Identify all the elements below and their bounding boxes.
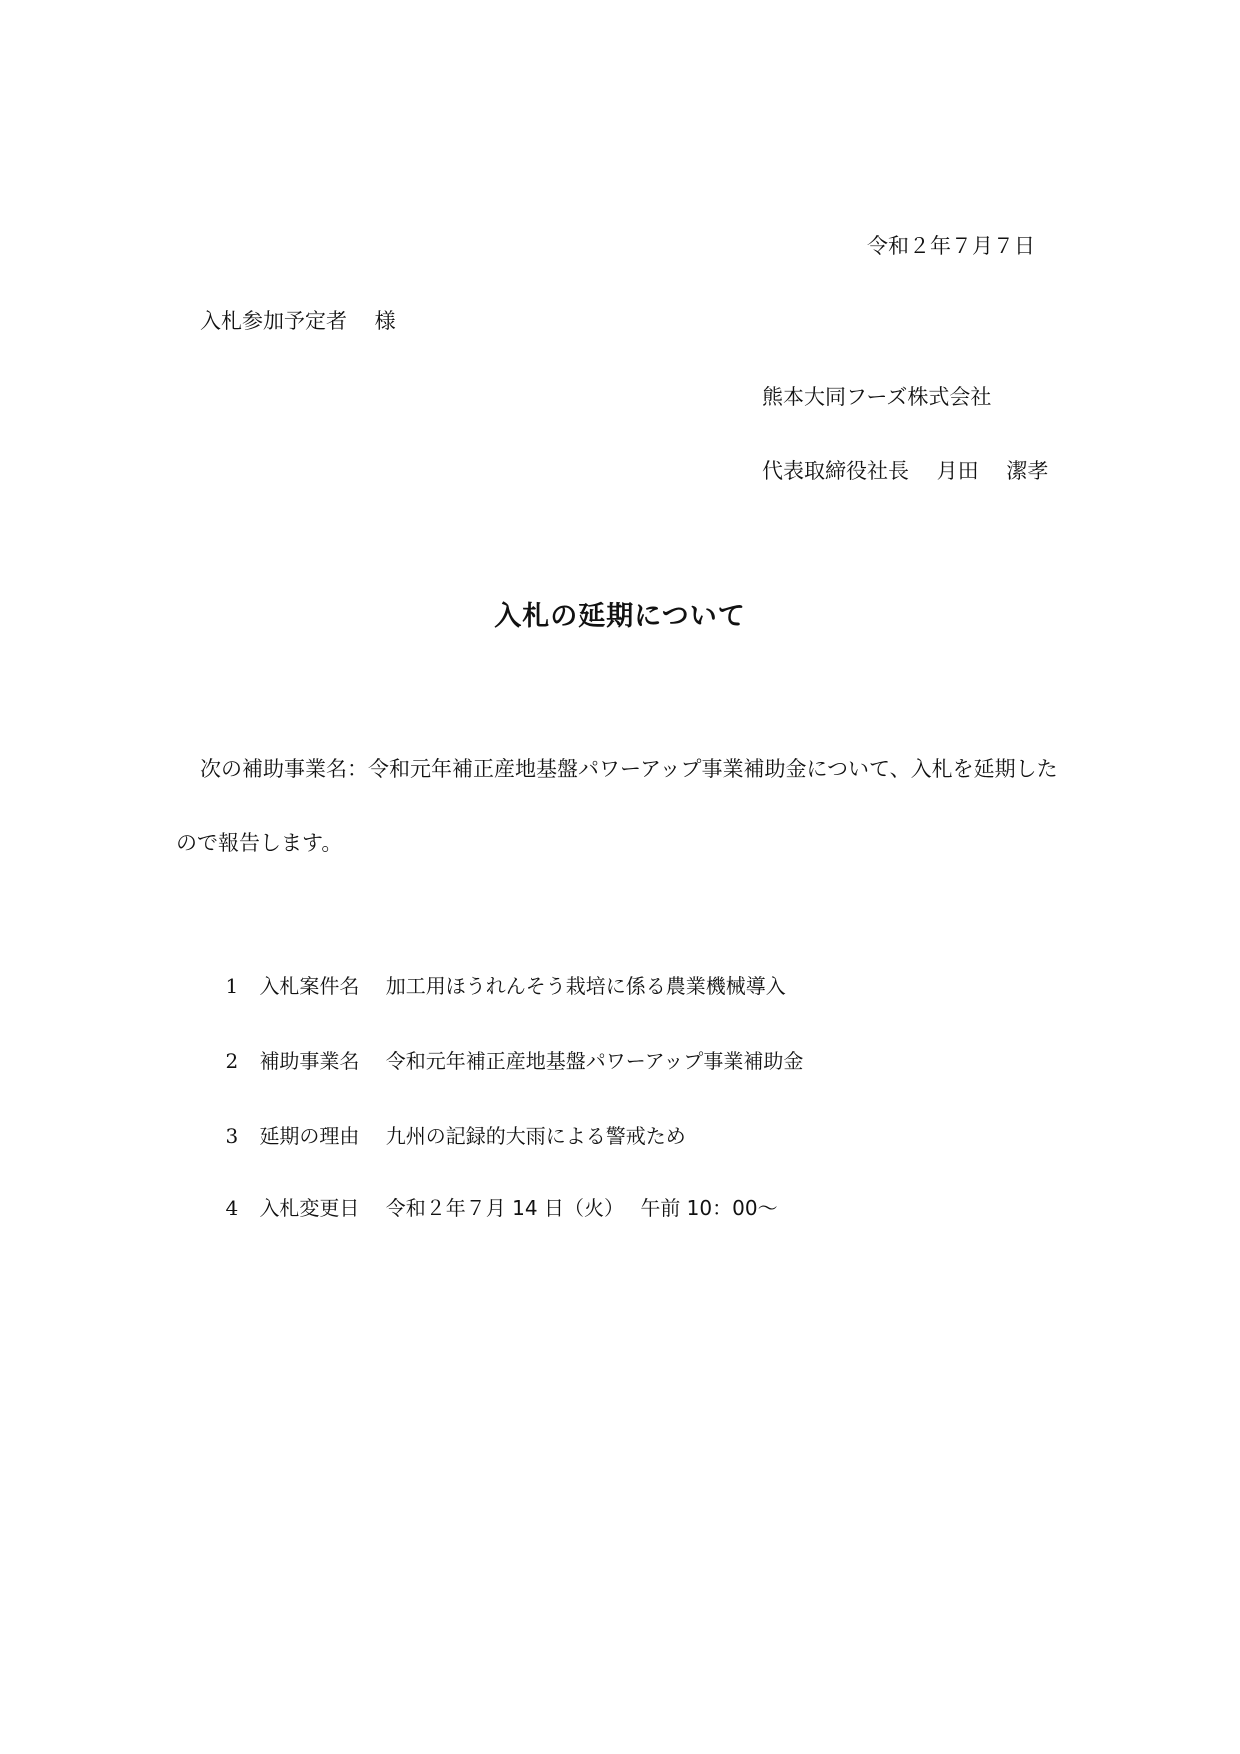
item-value: 九州の記録的大雨による警戒ため (385, 1124, 686, 1148)
item-label: 延期の理由 (259, 1124, 360, 1148)
item-number: 2 (225, 1049, 239, 1073)
body-text-line-1: 次の補助事業名：令和元年補正産地基盤パワーアップ事業補助金について、入札を延期した (200, 757, 1058, 781)
item-value: 令和２年７月 14 日（火） 午前 10：00～ (385, 1196, 778, 1220)
sender-representative: 代表取締役社長 月田 潔孝 (762, 459, 1049, 483)
list-item (200, 944, 786, 1028)
item-value: 令和元年補正産地基盤パワーアップ事業補助金 (385, 1049, 804, 1073)
item-value: 加工用ほうれんそう栽培に係る農業機械導入 (385, 974, 786, 998)
document-title: 入札の延期について (494, 601, 746, 632)
item-number: 4 (225, 1196, 239, 1220)
list-item (200, 1166, 778, 1250)
item-label: 補助事業名 (259, 1049, 360, 1073)
addressee: 入札参加予定者 様 (200, 309, 396, 333)
item-number: 3 (225, 1124, 239, 1148)
body-text-line-2: ので報告します。 (176, 831, 343, 855)
item-label: 入札案件名 (259, 974, 360, 998)
list-item (200, 1019, 803, 1103)
item-label: 入札変更日 (259, 1196, 360, 1220)
item-number: 1 (225, 974, 239, 998)
document-date: 令和２年７月７日 (867, 234, 1035, 258)
sender-company: 熊本大同フーズ株式会社 (762, 385, 992, 409)
